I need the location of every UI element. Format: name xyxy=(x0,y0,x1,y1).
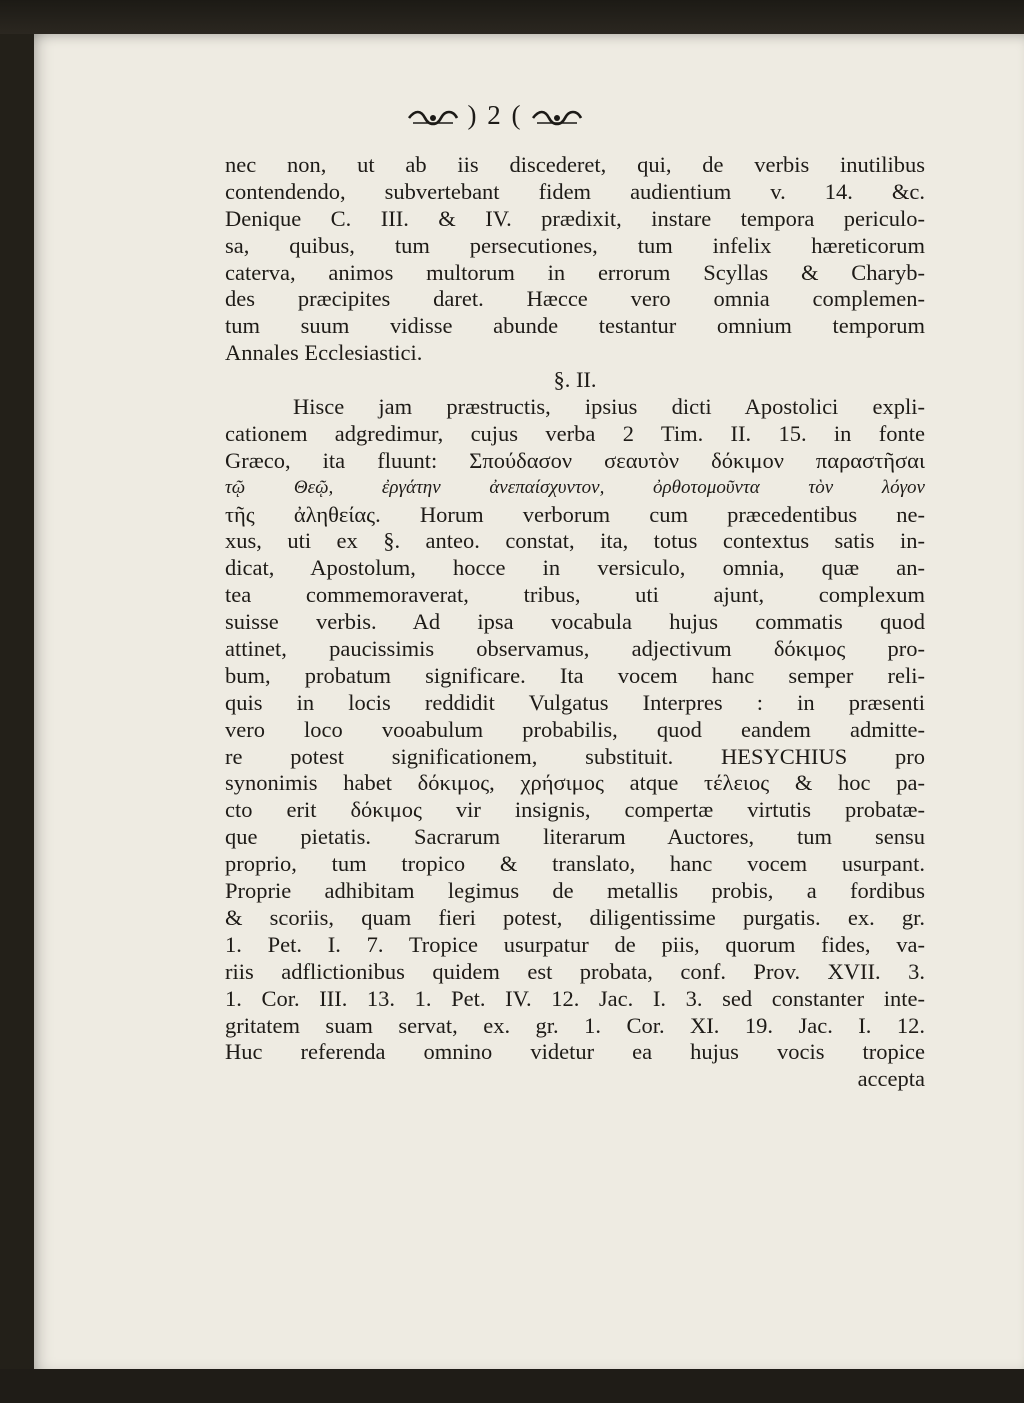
text-line: 1. Pet. I. 7. Tropice usurpatur de piis, quorum fides, va- xyxy=(225,931,925,957)
text-line: attinet, paucissimis observamus, adjectivum δόκιμος pro- xyxy=(225,636,925,662)
text-line: riis adflictionibus quidem est probata, conf. Prov. XVII. 3. xyxy=(225,958,925,984)
text-line: dicat, Apostolum, hocce in versiculo, omnia, quæ an- xyxy=(225,555,925,581)
book-edge xyxy=(0,0,1024,34)
bottom-margin xyxy=(0,1369,1024,1403)
text-line: synonimis habet δόκιμος, χρήσιμος atque τέλειος & hoc pa- xyxy=(225,770,925,796)
text-line: 1. Cor. III. 13. 1. Pet. IV. 12. Jac. I. 3. sed constanter inte- xyxy=(225,985,925,1011)
text-line: tea commemoraverat, tribus, uti ajunt, complexum xyxy=(225,582,925,608)
text-line: Denique C. III. & IV. prædixit, instare tempora periculo- xyxy=(225,205,925,231)
text-line: caterva, animos multorum in errorum Scyllas & Charyb- xyxy=(225,259,925,285)
text-line: cto erit δόκιμος vir insignis, compertæ virtutis probatæ- xyxy=(225,797,925,823)
ornament-icon xyxy=(531,109,583,127)
section-heading: §. II. xyxy=(553,367,597,393)
text-line: vero loco vooabulum probabilis, quod eandem admitte- xyxy=(225,716,925,742)
greek-line: τῷ Θεῷ, ἐργάτην ἀνεπαίσχυντον, ὀρθοτομοῦντα τὸν λόγον xyxy=(225,476,925,498)
text-line: bum, probatum significare. Ita vocem hanc semper reli- xyxy=(225,662,925,688)
text-line: xus, uti ex §. anteo. constat, ita, totus contextus satis in- xyxy=(225,528,925,554)
text-line: gritatem suam servat, ex. gr. 1. Cor. XI. 19. Jac. I. 12. xyxy=(225,1012,925,1038)
text-line: cationem adgredimur, cujus verba 2 Tim. II. 15. in fonte xyxy=(225,420,925,446)
page-number: ) 2 ( xyxy=(467,100,523,130)
body-text xyxy=(225,152,925,1093)
text-line: Huc referenda omnino videtur ea hujus vocis tropice xyxy=(225,1039,925,1065)
text-line: des præcipites daret. Hæcce vero omnia complemen- xyxy=(225,286,925,312)
text-line: quis in locis reddidit Vulgatus Interpres : in præsenti xyxy=(225,689,925,715)
text-line: re potest significationem, substituit. HESYCHIUS pro xyxy=(225,743,925,769)
text-line: Hisce jam præstructis, ipsius dicti Apostolici expli- xyxy=(293,394,925,420)
page-header xyxy=(215,100,775,131)
catchword: accepta xyxy=(857,1066,925,1092)
text-line: & scoriis, quam fieri potest, diligentissime purgatis. ex. gr. xyxy=(225,904,925,930)
text-line: Proprie adhibitam legimus de metallis probis, a fordibus xyxy=(225,878,925,904)
text-line: suisse verbis. Ad ipsa vocabula hujus commatis quod xyxy=(225,609,925,635)
text-line: Annales Ecclesiastici. xyxy=(225,340,423,366)
text-line: nec non, ut ab iis discederet, qui, de verbis inutilibus xyxy=(225,152,925,177)
ornament-icon xyxy=(407,109,459,127)
text-line: que pietatis. Sacrarum literarum Auctores, tum sensu xyxy=(225,824,925,850)
text-line: τῆς ἀληθείας. Horum verborum cum præcedentibus ne- xyxy=(225,501,925,527)
text-line: Græco, ita fluunt: Σπούδασον σεαυτὸν δόκιμον παραστῆσαι xyxy=(225,447,925,473)
text-line: contendendo, subvertebant fidem audientium v. 14. &c. xyxy=(225,178,925,204)
text-line: sa, quibus, tum persecutiones, tum infelix hæreticorum xyxy=(225,232,925,258)
text-line: proprio, tum tropico & translato, hanc vocem usurpant. xyxy=(225,851,925,877)
text-line: tum suum vidisse abunde testantur omnium temporum xyxy=(225,313,925,339)
